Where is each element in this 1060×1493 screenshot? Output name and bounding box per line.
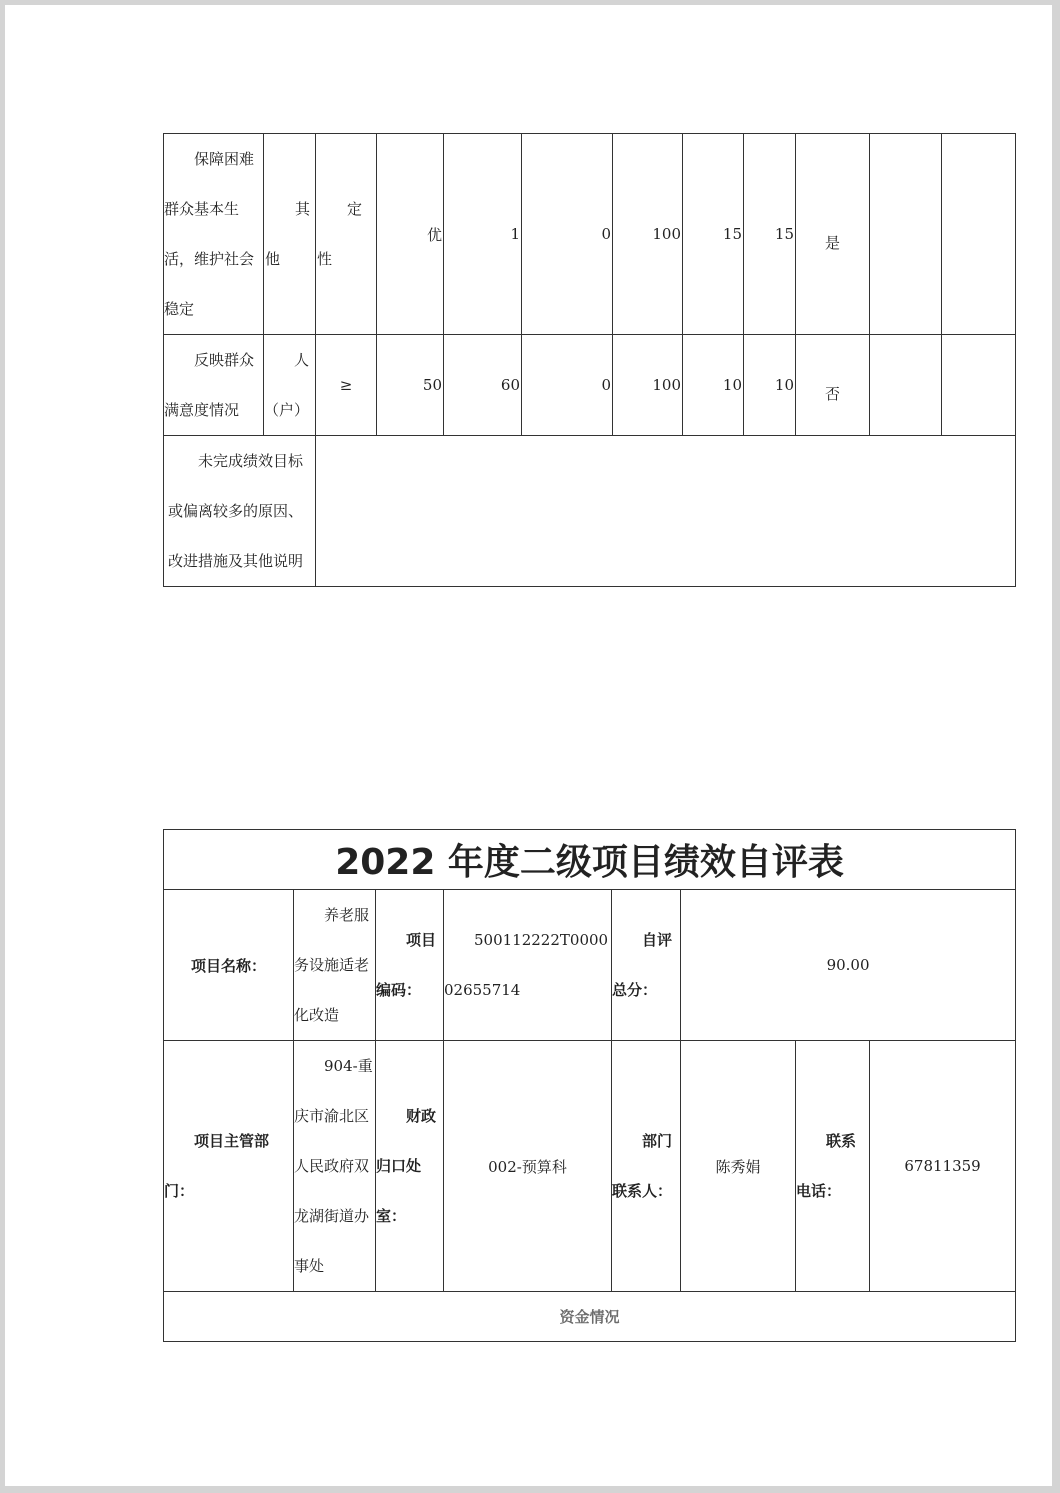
value-cell: 0 — [522, 335, 613, 436]
dept-value: 904-重庆市渝北区人民政府双龙湖街道办事处 — [294, 1041, 376, 1292]
table-row — [164, 1292, 1016, 1342]
operator-cell: ≥ — [316, 335, 377, 436]
empty-cell — [870, 134, 942, 335]
operator-cell: 定性 — [316, 134, 377, 335]
score-cell: 10 — [744, 335, 796, 436]
weight-cell: 10 — [683, 335, 744, 436]
table-row — [164, 134, 1016, 335]
finance-label: 财政归口处室： — [376, 1041, 444, 1292]
unit-cell: 人（户） — [264, 335, 316, 436]
project-name-label: 项目名称： — [164, 890, 294, 1041]
contact-label: 部门联系人： — [612, 1041, 681, 1292]
target-cell: 50 — [377, 335, 444, 436]
note-value — [316, 436, 1016, 587]
contact-value: 陈秀娟 — [681, 1041, 796, 1292]
project-code-label: 项目编码： — [376, 890, 444, 1041]
unit-cell: 其他 — [264, 134, 316, 335]
flag-cell: 否 — [796, 335, 870, 436]
funds-heading: 资金情况 — [164, 1292, 1016, 1342]
indicator-cell: 保障困难群众基本生活，维护社会稳定 — [164, 134, 264, 335]
value-cell: 100 — [613, 335, 683, 436]
score-cell: 15 — [744, 134, 796, 335]
value-cell: 100 — [613, 134, 683, 335]
table-row — [164, 335, 1016, 436]
empty-cell — [942, 134, 1016, 335]
table-row — [164, 890, 1016, 1041]
dept-label: 项目主管部门： — [164, 1041, 294, 1292]
target-cell: 优 — [377, 134, 444, 335]
table-row — [164, 1041, 1016, 1292]
project-name-value: 养老服务设施适老化改造 — [294, 890, 376, 1041]
value-cell: 0 — [522, 134, 613, 335]
form-title-row — [164, 830, 1016, 890]
table-row — [164, 436, 1016, 587]
empty-cell — [870, 335, 942, 436]
finance-value: 002-预算科 — [444, 1041, 612, 1292]
phone-label: 联系电话： — [796, 1041, 870, 1292]
project-code-value: 500112222T000002655714 — [444, 890, 612, 1041]
note-label: 未完成绩效目标或偏离较多的原因、改进措施及其他说明 — [164, 436, 316, 587]
self-score-value: 90.00 — [681, 890, 1016, 1041]
indicator-table — [163, 133, 1016, 587]
phone-value: 67811359 — [870, 1041, 1016, 1292]
actual-cell: 1 — [444, 134, 522, 335]
weight-cell: 15 — [683, 134, 744, 335]
form-title: 2022 年度二级项目绩效自评表 — [164, 830, 1016, 890]
self-evaluation-form — [163, 829, 1016, 1342]
document-page — [5, 5, 1052, 1486]
flag-cell: 是 — [796, 134, 870, 335]
self-score-label: 自评总分： — [612, 890, 681, 1041]
empty-cell — [942, 335, 1016, 436]
actual-cell: 60 — [444, 335, 522, 436]
indicator-cell: 反映群众满意度情况 — [164, 335, 264, 436]
